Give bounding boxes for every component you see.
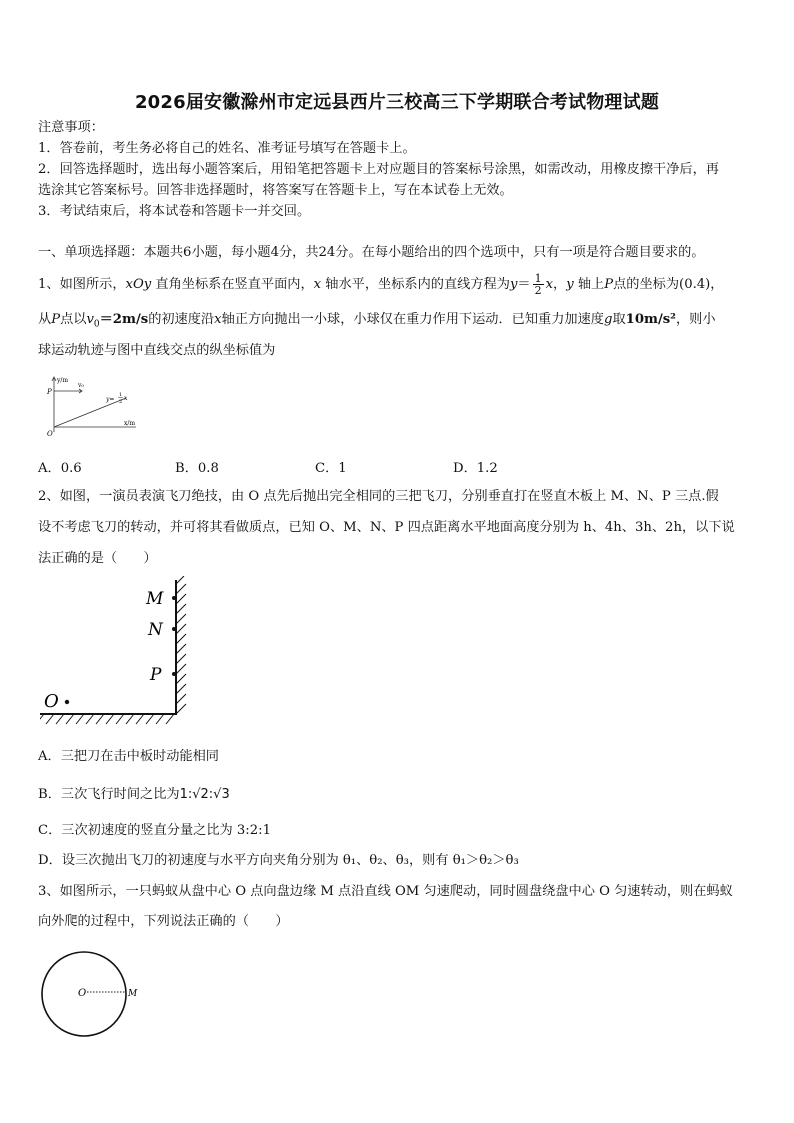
svg-text:x: x	[124, 395, 128, 402]
point-n-label: N	[148, 620, 163, 640]
line-eq-label: y=	[106, 396, 115, 403]
x-axis-label: x/m	[124, 420, 136, 427]
q2-choice-b: B．三次飞行时间之比为1:√2:√3	[38, 787, 230, 802]
edge-m-label: M	[128, 989, 138, 999]
notice-item: 3．考试结束后，将本试卷和答题卡一并交回。	[38, 204, 311, 219]
q2-choice-c: C．三次初速度的竖直分量之比为 3:2:1	[38, 823, 271, 838]
point-p-label: P	[150, 665, 162, 685]
point-p-label: P	[47, 388, 52, 396]
q1-figure	[44, 372, 144, 442]
notice-item: 1．答卷前，考生务必将自己的姓名、准考证号填写在答题卡上。	[38, 141, 416, 156]
center-o-label: O	[78, 988, 87, 999]
point-o-label: O	[44, 691, 59, 712]
point-m-label: M	[146, 589, 164, 609]
origin-label: O	[47, 430, 53, 438]
v0-label: v₀	[78, 382, 84, 389]
notice-item: 选涂其它答案标号。回答非选择题时，将答案写在答题卡上，写在本试卷上无效。	[38, 183, 513, 198]
section-heading: 一、单项选择题：本题共6小题，每小题4分，共24分。在每小题给出的四个选项中，只有一项是符合题目要求的。	[38, 245, 705, 260]
q3-line1: 3、如图所示，一只蚂蚁从盘中心 O 点向盘边缘 M 点沿直线 OM 匀速爬动，同时圆盘绕盘中心 O 匀速转动，则在蚂蚁	[38, 884, 733, 899]
page-title: 2026届安徽滁州市定远县西片三校高三下学期联合考试物理试题	[134, 92, 660, 113]
q3-line2: 向外爬的过程中，下列说法正确的（ ）	[38, 914, 289, 929]
q2-choice-d: D．设三次抛出飞刀的初速度与水平方向夹角分别为 θ₁、θ₂、θ₃，则有 θ₁＞θ₂＞θ₃	[38, 853, 519, 868]
fraction-one-half: $\frac{1}{2}$	[534, 272, 542, 297]
notice-item: 2．回答选择题时，选出每小题答案后，用铅笔把答题卡上对应题目的答案标号涂黑，如需改动，用橡皮擦干净后，再	[38, 162, 719, 177]
q1-line1: 1、如图所示，xOy 直角坐标系在竖直平面内，x 轴水平，坐标系内的直线方程为y＝ $\frac{1}{2}$ x，y 轴上P点的坐标为(0.4)，	[38, 272, 724, 297]
q3-figure	[40, 946, 152, 1042]
q1-line2: 从P点以$v_0=2m/s$的初速度沿x轴正方向抛出一小球，小球仅在重力作用下运动．已知重力加速度g取10m/s²，则小	[38, 312, 716, 330]
notice-heading: 注意事项：	[38, 120, 104, 135]
q1-choice-d: D．1.2	[453, 461, 498, 476]
q1-choice-c: C．1	[315, 461, 347, 476]
q2-line3: 法正确的是（ ）	[38, 551, 157, 566]
q2-choice-a: A．三把刀在击中板时动能相同	[38, 749, 219, 764]
svg-text:1: 1	[119, 392, 123, 398]
q1-choice-a: A．0.6	[38, 461, 82, 476]
y-axis-label: y/m	[57, 377, 69, 384]
q2-figure	[40, 576, 200, 728]
q1-choice-b: B．0.8	[175, 461, 219, 476]
q2-line2: 设不考虑飞刀的转动，并可将其看做质点，已知 O、M、N、P 四点距离水平地面高度分别为 h、4h、3h、2h，以下说	[38, 520, 735, 535]
q1-line3: 球运动轨迹与图中直线交点的纵坐标值为	[38, 343, 276, 358]
svg-text:2: 2	[119, 399, 123, 405]
q2-line1: 2、如图，一演员表演飞刀绝技，由 O 点先后抛出完全相同的三把飞刀，分别垂直打在竖直木板上 M、N、P 三点.假	[38, 489, 719, 504]
